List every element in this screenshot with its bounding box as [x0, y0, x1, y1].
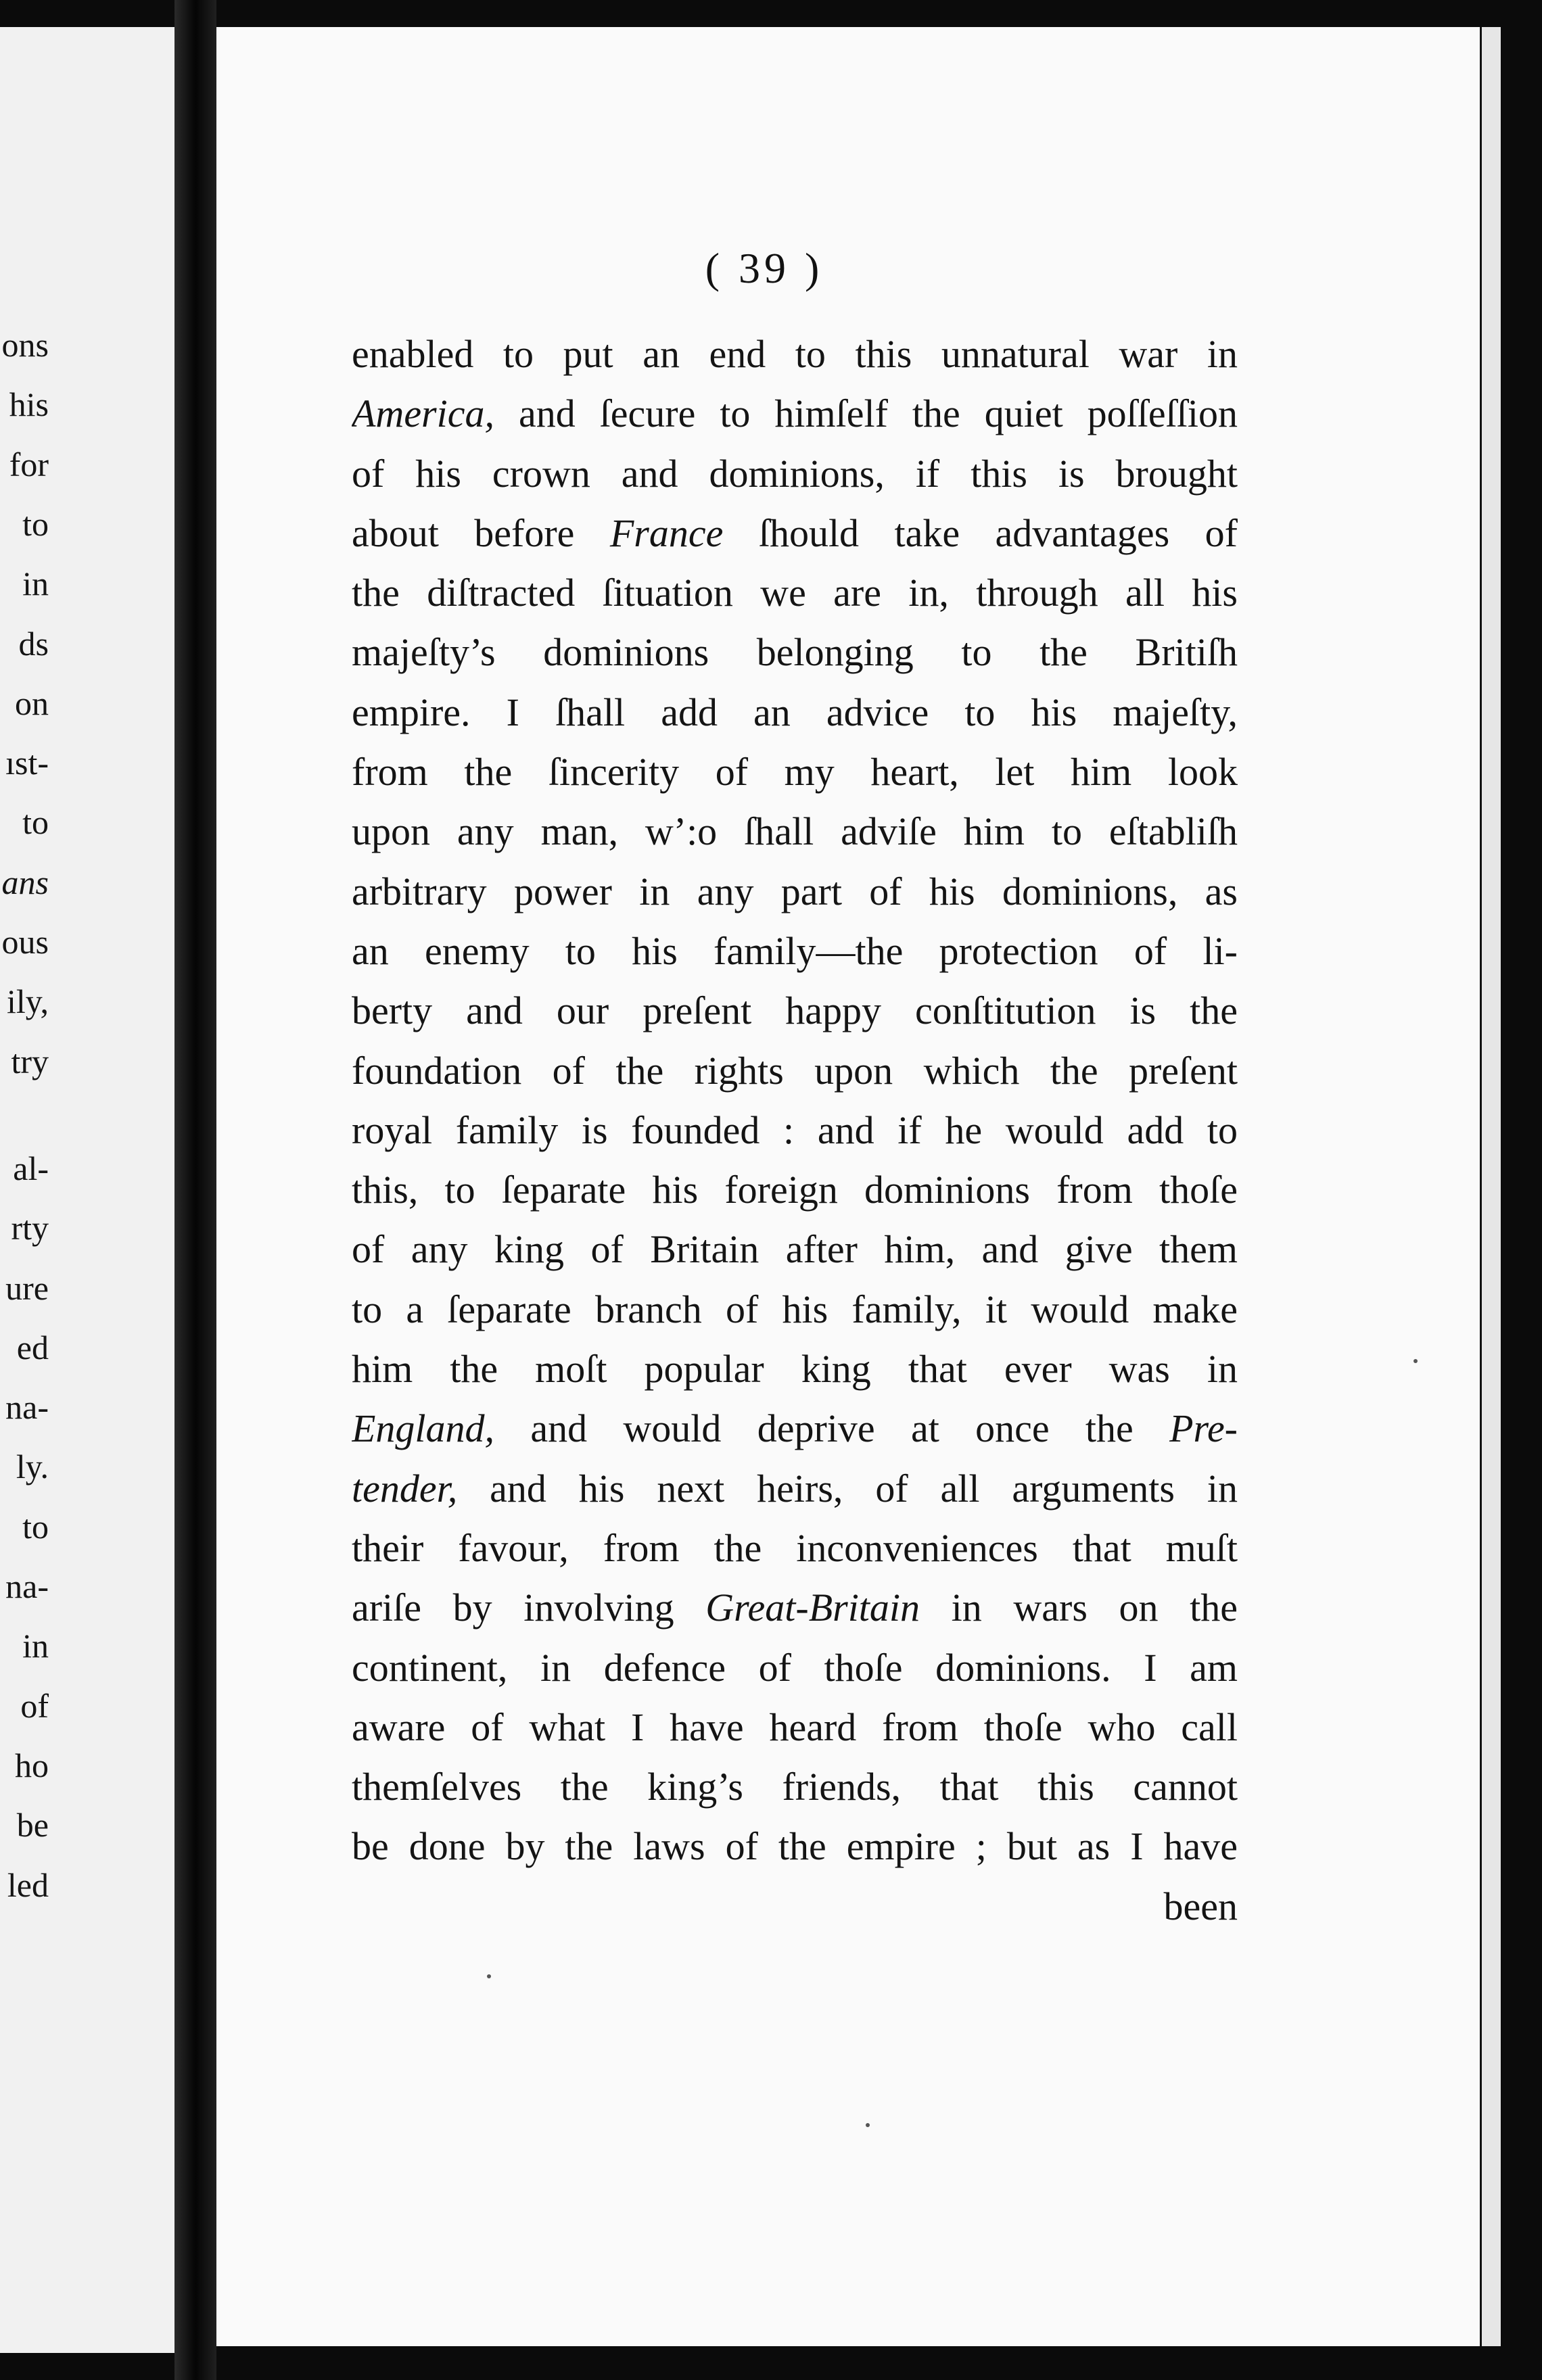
book-gutter — [174, 0, 216, 2380]
text-line — [352, 444, 1238, 504]
text-run: from the ſincerity of my heart, let him look — [352, 750, 1238, 794]
left-page-fragment: ure — [5, 1268, 49, 1307]
text-run: continent, in defence of thoſe dominions. I am — [352, 1645, 1238, 1690]
left-page-fragment: be — [16, 1806, 49, 1844]
text-line — [352, 742, 1238, 802]
left-page-fragment: ons — [1, 326, 49, 364]
text-line — [352, 1459, 1238, 1519]
left-page-fragment: his — [9, 385, 49, 424]
left-page-fragment: na- — [5, 1388, 49, 1427]
ink-speck — [487, 1974, 491, 1978]
text-run: foundation of the rights upon which the preſent — [352, 1048, 1238, 1093]
text-line — [352, 1399, 1238, 1458]
text-run: upon any man, w’:o ſhall adviſe him to eſtabliſh — [352, 809, 1238, 854]
text-run: to a ſeparate branch of his family, it would make — [352, 1287, 1238, 1331]
text-line — [352, 384, 1238, 444]
text-line — [352, 683, 1238, 742]
italic-run: Pre- — [1169, 1406, 1238, 1451]
italic-run: France — [609, 510, 724, 555]
text-run: been — [1163, 1884, 1238, 1928]
left-page-fragment: for — [9, 445, 49, 483]
text-line — [352, 1757, 1238, 1817]
left-page-fragment: ıst- — [5, 744, 49, 782]
text-run: berty and our preſent happy conſtitution is the — [352, 989, 1238, 1033]
text-run: be done by the laws of the empire ; but as I have — [352, 1824, 1238, 1869]
text-run: enabled to put an end to this unnatural war in — [352, 332, 1238, 376]
text-line — [352, 325, 1238, 384]
text-line — [352, 1698, 1238, 1757]
text-line — [352, 1339, 1238, 1399]
text-line — [352, 1638, 1238, 1698]
body-text — [352, 325, 1238, 1936]
text-run: their favour, from the inconveniences that muſt — [352, 1525, 1238, 1570]
text-line — [352, 563, 1238, 623]
left-page-fragment: ans — [1, 863, 49, 901]
text-run: and would deprive at once the — [494, 1406, 1170, 1451]
text-line — [352, 922, 1238, 981]
text-run: ariſe by involving — [352, 1586, 706, 1630]
left-page-fragment: ily, — [6, 982, 49, 1021]
text-line — [352, 504, 1238, 563]
text-line — [352, 1817, 1238, 1876]
text-run: arbitrary power in any part of his dominions, as — [352, 869, 1238, 913]
left-page-fragment: ds — [18, 624, 49, 663]
text-run: themſelves the king’s friends, that this cannot — [352, 1765, 1238, 1809]
page-number: ( 39 ) — [705, 244, 824, 292]
left-page-fragment: ous — [1, 923, 49, 961]
page-edge — [1480, 27, 1501, 2346]
left-page-fragment: ed — [16, 1328, 49, 1366]
text-line — [352, 1160, 1238, 1220]
text-run: of any king of Britain after him, and give them — [352, 1227, 1238, 1272]
left-page-fragment: on — [15, 684, 49, 722]
text-line — [352, 862, 1238, 922]
text-line — [352, 981, 1238, 1041]
text-run: the diſtracted ſituation we are in, through all his — [352, 571, 1238, 615]
text-run: this, to ſeparate his foreign dominions from thoſe — [352, 1168, 1238, 1212]
left-page-fragment: ly. — [16, 1448, 49, 1486]
italic-run: America, — [352, 391, 494, 436]
text-run: about before — [352, 510, 610, 555]
left-page-fragment: rty — [11, 1209, 49, 1247]
left-page — [0, 27, 174, 2353]
left-page-fragment: in — [22, 1627, 49, 1665]
italic-run: tender, — [352, 1466, 458, 1510]
left-page-fragment: to — [22, 504, 49, 543]
text-line — [352, 1519, 1238, 1578]
text-line — [352, 623, 1238, 682]
text-run: aware of what I have heard from thoſe who call — [352, 1705, 1238, 1749]
text-run: majeſty’s dominions belonging to the Britiſh — [352, 630, 1238, 675]
text-run: in wars on the — [920, 1586, 1238, 1630]
italic-run: England, — [352, 1406, 495, 1451]
text-line — [352, 1220, 1238, 1279]
text-run: and ſecure to himſelf the quiet poſſeſſion — [494, 391, 1238, 436]
text-run: ſhould take advantages of — [723, 510, 1238, 555]
text-run: an enemy to his family—the protection of li- — [352, 928, 1238, 973]
left-page-fragment: ho — [15, 1746, 49, 1784]
text-run: royal family is founded : and if he would add to — [352, 1108, 1238, 1152]
text-line — [352, 1041, 1238, 1101]
left-page-fragment: al- — [13, 1149, 49, 1187]
text-run: and his next heirs, of all arguments in — [457, 1466, 1238, 1510]
left-page-fragment: led — [7, 1865, 49, 1904]
left-page-fragment: in — [22, 565, 49, 603]
ink-speck — [1414, 1359, 1418, 1363]
left-page-fragment: na- — [5, 1567, 49, 1605]
text-run: of his crown and dominions, if this is brought — [352, 451, 1238, 496]
ink-speck — [866, 2123, 870, 2127]
text-line — [352, 802, 1238, 861]
left-page-fragment: try — [11, 1042, 49, 1080]
left-page-fragment: of — [20, 1686, 49, 1725]
italic-run: Great-Britain — [705, 1586, 920, 1630]
text-line — [352, 1578, 1238, 1638]
text-line — [352, 1877, 1238, 1936]
text-line — [352, 1101, 1238, 1160]
left-page-fragment: to — [22, 803, 49, 842]
text-run: him the moſt popular king that ever was in — [352, 1347, 1238, 1391]
text-line — [352, 1280, 1238, 1339]
text-run: empire. I ſhall add an advice to his majeſty, — [352, 690, 1238, 734]
left-page-fragment: to — [22, 1507, 49, 1546]
